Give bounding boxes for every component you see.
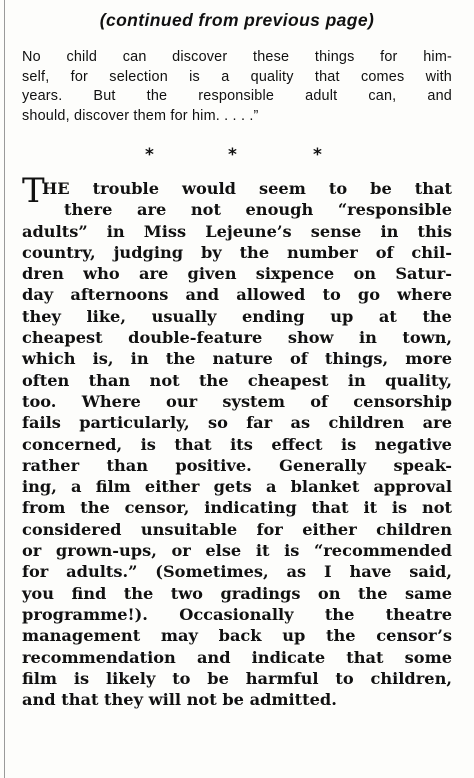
- body-line: they like, usually ending up at the: [22, 306, 452, 326]
- body-line: from the censor, indicating that it is not: [22, 498, 452, 518]
- body-line-first: HE trouble would seem to be that: [42, 179, 452, 198]
- body-line: fails particularly, so far as children are: [22, 413, 452, 433]
- body-line: which is, in the nature of things, more: [22, 349, 452, 369]
- body-line: rather than positive. Generally speak-: [22, 455, 452, 475]
- continued-heading: (continued from previous page): [99, 10, 375, 30]
- body-line: there are not enough “responsible: [64, 200, 452, 220]
- body-line: programme!). Occasionally the theatre: [22, 604, 452, 624]
- quote-line: self, for selection is a quality that comes with: [22, 68, 452, 85]
- body-line: for adults.” (Sometimes, as I have said,: [22, 562, 452, 582]
- quote-line: should, discover them for him. . . . .”: [22, 107, 259, 124]
- drop-cap: T: [22, 171, 45, 211]
- article-body: [22, 178, 452, 710]
- body-line: often than not the cheapest in quality,: [22, 370, 452, 390]
- body-line: recommendation and indicate that some: [22, 647, 452, 667]
- body-line: management may back up the censor’s: [22, 626, 452, 646]
- quoted-passage: [22, 48, 452, 126]
- body-line: ing, a film either gets a blanket approval: [22, 477, 452, 497]
- quote-line: years. But the responsible adult can, and: [22, 88, 452, 104]
- body-line: considered unsuitable for either children: [22, 519, 452, 539]
- body-line: or grown-ups, or else it is “recommended: [22, 541, 452, 561]
- column-rule: [4, 0, 5, 778]
- body-line: adults” in Miss Lejeune’s sense in this: [22, 221, 452, 241]
- asterisk-ornament: *: [228, 145, 237, 165]
- body-line: and that they will not be admitted.: [22, 690, 337, 710]
- body-line: dren who are given sixpence on Satur-: [22, 264, 452, 284]
- section-separator: [0, 145, 474, 165]
- body-line: concerned, is that its effect is negative: [22, 434, 452, 454]
- asterisk-ornament: *: [145, 145, 154, 165]
- body-line: cheapest double-feature show in town,: [22, 328, 452, 348]
- body-line: you find the two gradings on the same: [22, 583, 452, 603]
- quote-line: No child can discover these things for him-: [22, 49, 452, 65]
- body-line: too. Where our system of censorship: [22, 391, 452, 411]
- body-line: country, judging by the number of chil-: [22, 242, 452, 262]
- body-line: film is likely to be harmful to children,: [22, 668, 452, 688]
- asterisk-ornament: *: [313, 145, 322, 165]
- body-line: day afternoons and allowed to go where: [22, 285, 452, 305]
